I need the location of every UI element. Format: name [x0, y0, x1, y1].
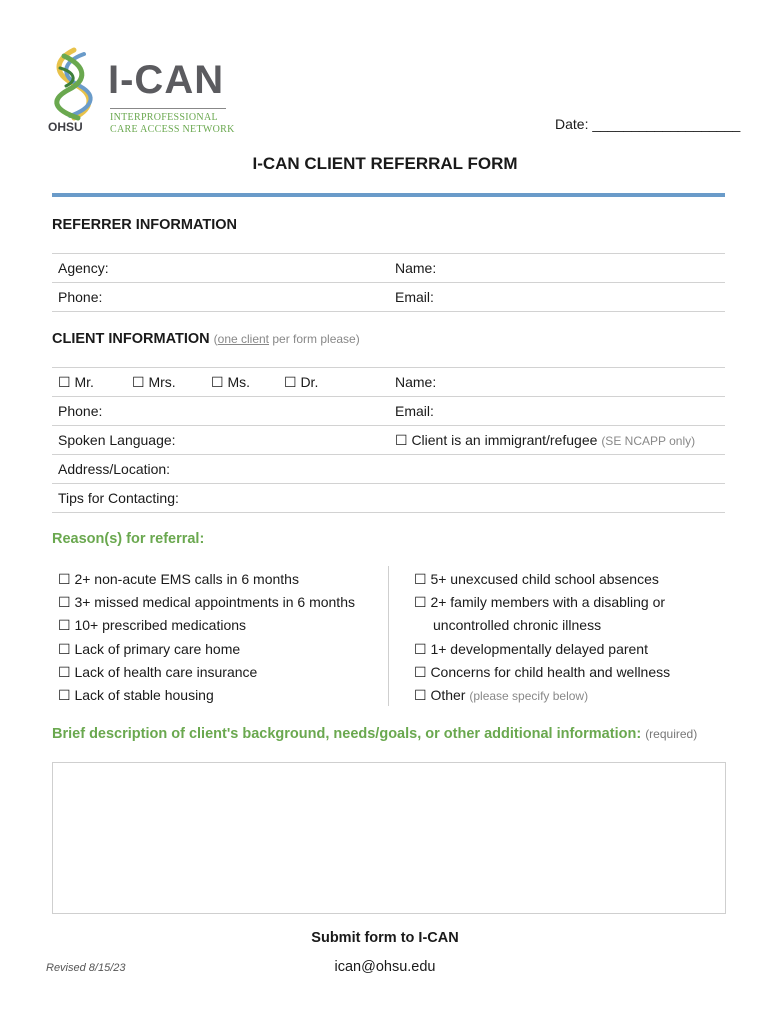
- description-textarea[interactable]: [52, 762, 726, 914]
- reasons-left-column: [58, 568, 388, 707]
- immigrant-note: (SE NCAPP only): [601, 434, 696, 448]
- date-field[interactable]: Date: ___________________: [555, 116, 741, 132]
- tips-field[interactable]: Tips for Contacting:: [58, 490, 179, 506]
- ohsu-wordmark: OHSU: [48, 120, 83, 134]
- reason-other-checkbox[interactable]: [414, 684, 734, 708]
- client-grid: [52, 367, 725, 513]
- note-open-paren: (: [213, 332, 218, 346]
- reason-other-note: (please specify below): [469, 689, 589, 704]
- reason-family-illness-checkbox[interactable]: ☐ 2+ family members with a disabling or: [414, 594, 666, 611]
- referrer-row: [52, 282, 725, 312]
- client-row: [52, 396, 725, 425]
- description-heading-text: Brief description of client's background, needs/goals, or other additional information:: [52, 726, 642, 742]
- submit-heading: Submit form to I-CAN: [311, 930, 459, 946]
- immigrant-checkbox[interactable]: [395, 432, 695, 449]
- referrer-email-field[interactable]: Email:: [395, 289, 434, 305]
- reason-other-label: ☐ Other: [414, 687, 466, 704]
- client-row: [52, 454, 725, 483]
- reason-medications-checkbox[interactable]: ☐ 10+ prescribed medications: [58, 617, 247, 634]
- client-row: [52, 483, 725, 513]
- title-mrs-checkbox[interactable]: ☐ Mrs.: [132, 374, 176, 390]
- client-heading: [52, 331, 360, 347]
- client-heading-text: CLIENT INFORMATION: [52, 331, 210, 347]
- address-field[interactable]: Address/Location:: [58, 461, 171, 477]
- referrer-name-field[interactable]: Name:: [395, 260, 437, 276]
- title-divider: [52, 193, 725, 197]
- title-ms-checkbox[interactable]: ☐ Ms.: [211, 374, 250, 390]
- client-heading-note: [214, 332, 360, 346]
- reasons-right-column: [414, 568, 734, 708]
- client-row: [52, 367, 725, 396]
- referrer-grid: [52, 253, 725, 312]
- reason-insurance-checkbox[interactable]: ☐ Lack of health care insurance: [58, 663, 258, 680]
- referrer-phone-field[interactable]: Phone:: [58, 289, 103, 305]
- reason-ems-calls-checkbox[interactable]: ☐ 2+ non-acute EMS calls in 6 months: [58, 571, 299, 587]
- logo-divider: [110, 108, 226, 109]
- helix-icon: [44, 46, 104, 126]
- reasons-divider: [388, 566, 389, 706]
- reason-primary-care-checkbox[interactable]: ☐ Lack of primary care home: [58, 640, 241, 657]
- client-name-field[interactable]: Name:: [395, 374, 437, 390]
- immigrant-checkbox-label: ☐ Client is an immigrant/refugee: [395, 432, 598, 448]
- reason-family-illness-continued: uncontrolled chronic illness: [433, 617, 602, 634]
- client-email-field[interactable]: Email:: [395, 403, 434, 419]
- client-phone-field[interactable]: Phone:: [58, 403, 103, 419]
- note-rest: per form please): [269, 332, 360, 346]
- required-note: (required): [645, 727, 698, 741]
- form-title: I-CAN CLIENT REFERRAL FORM: [252, 154, 518, 173]
- spoken-language-field[interactable]: Spoken Language:: [58, 432, 176, 448]
- reasons-heading: Reason(s) for referral:: [52, 531, 205, 547]
- description-heading: [52, 726, 697, 742]
- logo-subtitle: [110, 112, 235, 136]
- title-mr-checkbox[interactable]: ☐ Mr.: [58, 374, 94, 390]
- reason-school-absences-checkbox[interactable]: ☐ 5+ unexcused child school absences: [414, 571, 659, 587]
- reason-missed-appointments-checkbox[interactable]: ☐ 3+ missed medical appointments in 6 months: [58, 594, 355, 611]
- referrer-row: [52, 253, 725, 282]
- note-underlined: one client: [217, 332, 270, 346]
- logo-title: I-CAN: [108, 58, 225, 102]
- client-row: [52, 425, 725, 454]
- agency-field[interactable]: Agency:: [58, 260, 109, 276]
- submit-email-link[interactable]: ican@ohsu.edu: [334, 959, 436, 975]
- reason-housing-checkbox[interactable]: ☐ Lack of stable housing: [58, 687, 214, 704]
- reason-child-health-checkbox[interactable]: ☐ Concerns for child health and wellness: [414, 663, 671, 680]
- referrer-heading: REFERRER INFORMATION: [52, 217, 238, 233]
- logo-subtitle-line2: CARE ACCESS NETWORK: [110, 124, 235, 135]
- logo-subtitle-line1: INTERPROFESSIONAL: [110, 112, 218, 123]
- ican-logo: [44, 46, 244, 138]
- reason-delayed-parent-checkbox[interactable]: ☐ 1+ developmentally delayed parent: [414, 640, 648, 657]
- revision-date: Revised 8/15/23: [46, 962, 126, 974]
- title-dr-checkbox[interactable]: ☐ Dr.: [284, 374, 319, 390]
